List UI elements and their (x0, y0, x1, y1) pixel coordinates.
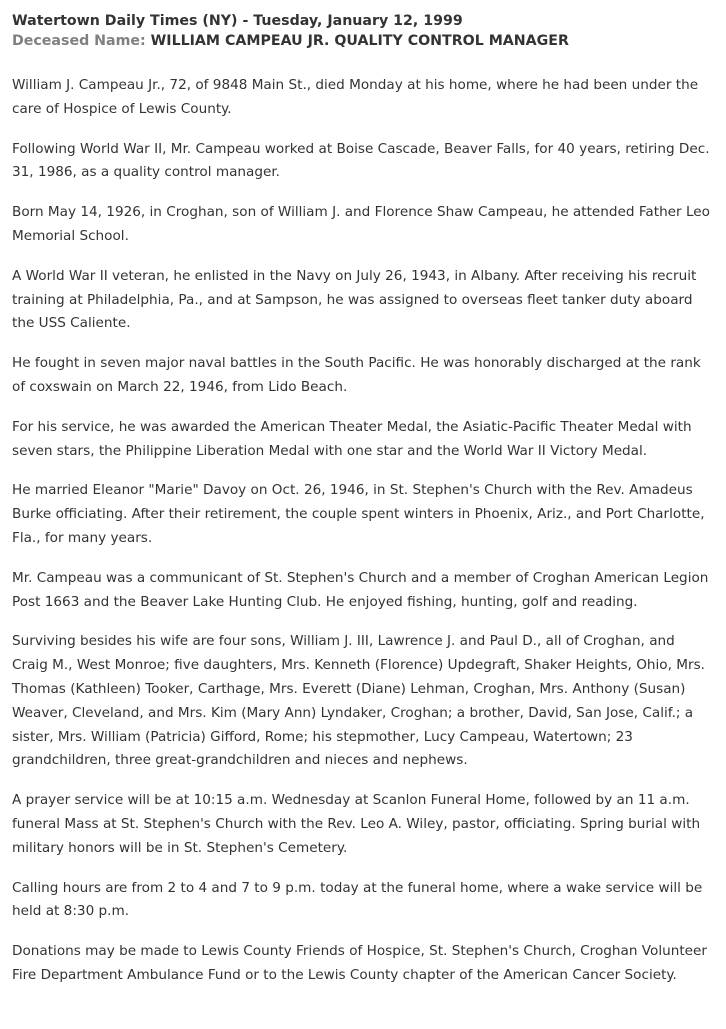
paragraph-naval-battles: He fought in seven major naval battles in the South Pacific. He was honorably discharged at the rank of coxswain on March 22, 1946, from Lido Beach. (12, 355, 701, 395)
paragraph-donations: Donations may be made to Lewis County Friends of Hospice, St. Stephen's Church, Croghan Volunteer Fire Department Ambulance Fund or to the Lewis County chapter of the American Cancer Society. (12, 943, 707, 983)
paragraph-death-notice: William J. Campeau Jr., 72, of 9848 Main St., died Monday at his home, where he had been under the care of Hospice of Lewis County. (12, 77, 699, 117)
paragraph-survivors: Surviving besides his wife are four sons, William J. III, Lawrence J. and Paul D., all of Croghan, and Craig M., West Monroe; five daughters, Mrs. Kenneth (Florence) Updegraft, Shaker Heights, Ohio, Mrs. Thomas (Kathleen) Tooker, Carthage, Mrs. Everett (Diane) Lehman, Croghan, Mrs. Anthony (Susan) Weaver, Cleveland, and Mrs. Kim (Mary Ann) Lyndaker, Croghan; a brother, David, San Jose, Calif.; a sister, Mrs. William (Patricia) Gifford, Rome; his stepmother, Lucy Campeau, Watertown; 23 grandchildren, three great-grandchildren and nieces and nephews. (12, 633, 705, 769)
paragraph-services: A prayer service will be at 10:15 a.m. Wednesday at Scanlon Funeral Home, followed by an 11 a.m. funeral Mass at St. Stephen's Church with the Rev. Leo A. Wiley, pastor, officiating. Spring burial with military honors will be in St. Stephen's Cemetery. (12, 792, 701, 856)
paragraph-career: Following World War II, Mr. Campeau worked at Boise Cascade, Beaver Falls, for 40 years, retiring Dec. 31, 1986, as a quality control manager. (12, 140, 710, 181)
obituary-body (12, 74, 714, 988)
publication-separator: - (237, 13, 254, 29)
paragraph-medals: For his service, he was awarded the American Theater Medal, the Asiatic-Pacific Theater Medal with seven stars, the Philippine Liberation Medal with one star and the World War II Victory Medal. (12, 418, 692, 459)
paragraph-calling-hours: Calling hours are from 2 to 4 and 7 to 9 p.m. today at the funeral home, where a wake service will be held at 8:30 p.m. (12, 879, 703, 920)
deceased-name-label: Deceased Name: (12, 33, 151, 49)
deceased-name-value: WILLIAM CAMPEAU JR. QUALITY CONTROL MANAGER (150, 33, 569, 49)
paragraph-military-enlistment: A World War II veteran, he enlisted in the Navy on July 26, 1943, in Albany. After receiving his recruit training at Philadelphia, Pa., and at Sampson, he was assigned to overseas fleet tanker duty aboard the USS Caliente. (12, 267, 697, 332)
deceased-name-line (12, 31, 714, 51)
paragraph-memberships: Mr. Campeau was a communicant of St. Stephen's Church and a member of Croghan American Legion Post 1663 and the Beaver Lake Hunting Club. He enjoyed fishing, hunting, golf and reading. (12, 569, 709, 610)
paragraph-marriage: He married Eleanor "Marie" Davoy on Oct. 26, 1946, in St. Stephen's Church with the Rev. Amadeus Burke officiating. After their retirement, the couple spent winters in Phoenix, Ariz., and Port Charlotte, Fla., for many years. (12, 482, 705, 546)
publication-date: Tuesday, January 12, 1999 (253, 13, 463, 29)
paragraph-birth: Born May 14, 1926, in Croghan, son of William J. and Florence Shaw Campeau, he attended Father Leo Memorial School. (12, 204, 710, 244)
publication-line (12, 11, 714, 31)
header-spacer (12, 51, 714, 74)
publication-name: Watertown Daily Times (NY) (12, 13, 238, 29)
